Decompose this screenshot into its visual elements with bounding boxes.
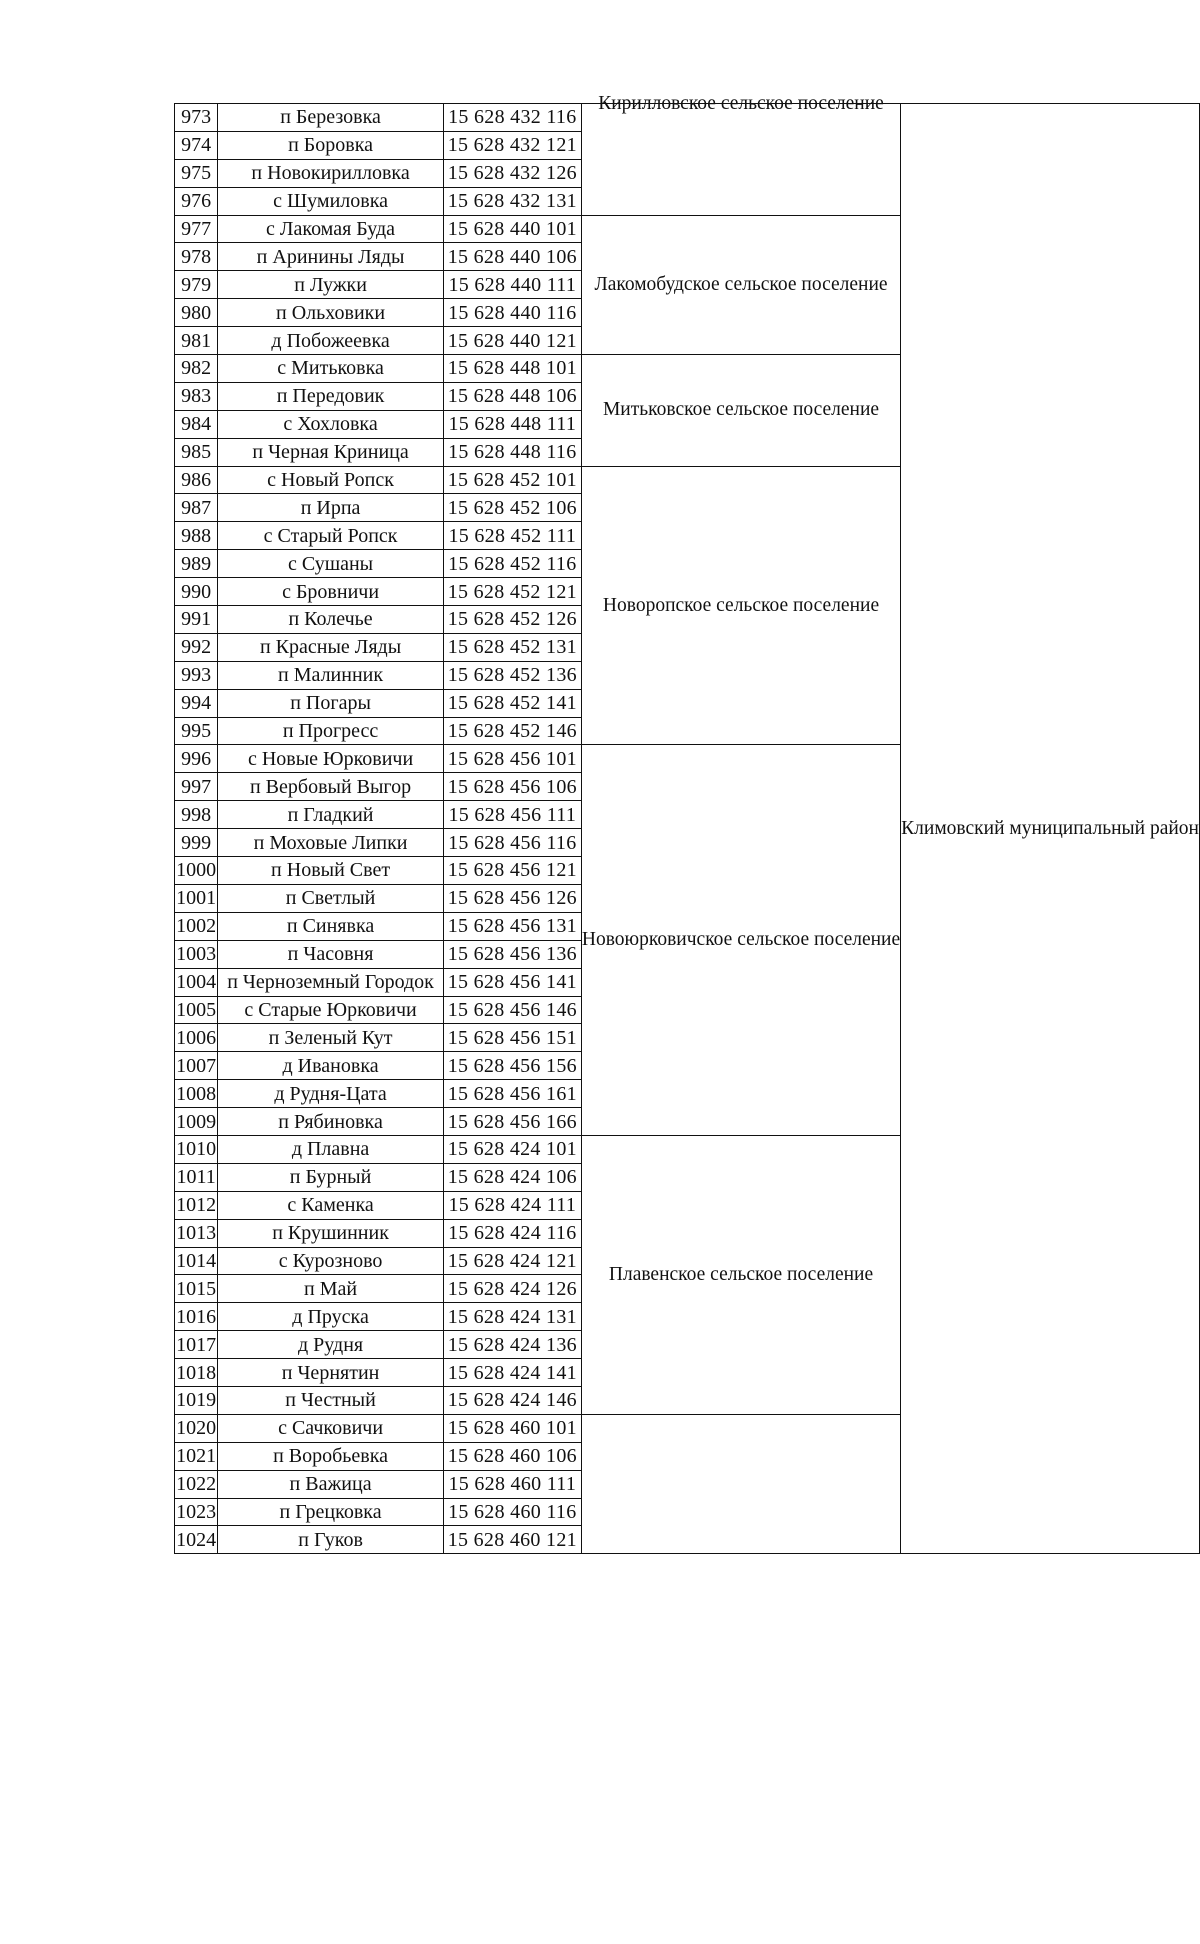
locality-name: д Рудня-Цата <box>218 1080 443 1108</box>
locality-name: п Погары <box>218 689 443 717</box>
oktmo-code: 15 628 432 116 <box>443 104 581 132</box>
row-number: 987 <box>175 494 218 522</box>
table-row <box>175 104 1200 132</box>
settlement-name: Митьковское сельское поселение <box>581 355 900 467</box>
locality-name: с Митьковка <box>218 355 443 383</box>
oktmo-code: 15 628 424 136 <box>443 1331 581 1359</box>
locality-name: с Лакомая Буда <box>218 215 443 243</box>
locality-name: п Черная Криница <box>218 438 443 466</box>
oktmo-code: 15 628 456 131 <box>443 912 581 940</box>
locality-name: с Сачковичи <box>218 1414 443 1442</box>
row-number: 1010 <box>175 1135 218 1163</box>
oktmo-code: 15 628 432 126 <box>443 159 581 187</box>
oktmo-code: 15 628 452 141 <box>443 689 581 717</box>
oktmo-code: 15 628 432 131 <box>443 187 581 215</box>
row-number: 1005 <box>175 996 218 1024</box>
oktmo-code: 15 628 440 116 <box>443 299 581 327</box>
oktmo-code: 15 628 424 101 <box>443 1135 581 1163</box>
locality-name: с Каменка <box>218 1191 443 1219</box>
oktmo-code: 15 628 424 111 <box>443 1191 581 1219</box>
row-number: 983 <box>175 382 218 410</box>
locality-name: п Аринины Ляды <box>218 243 443 271</box>
row-number: 999 <box>175 829 218 857</box>
locality-name: п Новокирилловка <box>218 159 443 187</box>
row-number: 993 <box>175 661 218 689</box>
locality-name: с Хохловка <box>218 410 443 438</box>
oktmo-code: 15 628 456 141 <box>443 968 581 996</box>
locality-name: п Светлый <box>218 884 443 912</box>
oktmo-code: 15 628 424 126 <box>443 1275 581 1303</box>
oktmo-code: 15 628 456 111 <box>443 801 581 829</box>
locality-name: п Синявка <box>218 912 443 940</box>
row-number: 988 <box>175 522 218 550</box>
row-number: 1007 <box>175 1052 218 1080</box>
oktmo-code: 15 628 440 111 <box>443 271 581 299</box>
row-number: 978 <box>175 243 218 271</box>
row-number: 1009 <box>175 1108 218 1136</box>
settlement-name: Новоропское сельское поселение <box>581 466 900 745</box>
district-name: Климовский муниципальный район <box>901 104 1200 1554</box>
locality-name: п Боровка <box>218 131 443 159</box>
locality-name: п Чернятин <box>218 1359 443 1387</box>
oktmo-code: 15 628 460 101 <box>443 1414 581 1442</box>
oktmo-code: 15 628 424 146 <box>443 1386 581 1414</box>
oktmo-code: 15 628 460 106 <box>443 1442 581 1470</box>
settlement-name <box>581 93 900 216</box>
locality-name: п Красные Ляды <box>218 633 443 661</box>
row-number: 991 <box>175 606 218 634</box>
locality-name: п Новый Свет <box>218 857 443 885</box>
row-number: 986 <box>175 466 218 494</box>
row-number: 1020 <box>175 1414 218 1442</box>
locality-name: п Зеленый Кут <box>218 1024 443 1052</box>
locality-name: п Рябиновка <box>218 1108 443 1136</box>
locality-name: с Новые Юрковичи <box>218 745 443 773</box>
locality-name: п Ольховики <box>218 299 443 327</box>
row-number: 1024 <box>175 1526 218 1554</box>
row-number: 1002 <box>175 912 218 940</box>
locality-name: п Май <box>218 1275 443 1303</box>
locality-name: с Старые Юрковичи <box>218 996 443 1024</box>
oktmo-code: 15 628 440 106 <box>443 243 581 271</box>
oktmo-code: 15 628 424 131 <box>443 1303 581 1331</box>
oktmo-code: 15 628 440 121 <box>443 327 581 355</box>
oktmo-code: 15 628 456 166 <box>443 1108 581 1136</box>
oktmo-code: 15 628 460 121 <box>443 1526 581 1554</box>
row-number: 1019 <box>175 1386 218 1414</box>
oktmo-code: 15 628 448 111 <box>443 410 581 438</box>
row-number: 1023 <box>175 1498 218 1526</box>
locality-name: п Часовня <box>218 940 443 968</box>
row-number: 1006 <box>175 1024 218 1052</box>
row-number: 1014 <box>175 1247 218 1275</box>
row-number: 982 <box>175 355 218 383</box>
row-number: 996 <box>175 745 218 773</box>
locality-name: с Новый Ропск <box>218 466 443 494</box>
oktmo-code: 15 628 448 116 <box>443 438 581 466</box>
row-number: 1018 <box>175 1359 218 1387</box>
row-number: 1017 <box>175 1331 218 1359</box>
locality-name: д Ивановка <box>218 1052 443 1080</box>
row-number: 994 <box>175 689 218 717</box>
row-number: 995 <box>175 717 218 745</box>
row-number: 1000 <box>175 857 218 885</box>
settlement-name: Плавенское сельское поселение <box>581 1135 900 1414</box>
row-number: 1011 <box>175 1163 218 1191</box>
oktmo-code: 15 628 456 161 <box>443 1080 581 1108</box>
locality-name: п Березовка <box>218 104 443 132</box>
locality-name: с Сушаны <box>218 550 443 578</box>
oktmo-code: 15 628 440 101 <box>443 215 581 243</box>
row-number: 979 <box>175 271 218 299</box>
oktmo-code: 15 628 456 121 <box>443 857 581 885</box>
locality-name: п Важица <box>218 1470 443 1498</box>
row-number: 989 <box>175 550 218 578</box>
row-number: 1012 <box>175 1191 218 1219</box>
oktmo-code: 15 628 424 106 <box>443 1163 581 1191</box>
oktmo-code: 15 628 432 121 <box>443 131 581 159</box>
locality-name: п Вербовый Выгор <box>218 773 443 801</box>
oktmo-code: 15 628 456 156 <box>443 1052 581 1080</box>
oktmo-code: 15 628 452 116 <box>443 550 581 578</box>
row-number: 974 <box>175 131 218 159</box>
locality-name: п Гуков <box>218 1526 443 1554</box>
oktmo-code: 15 628 452 121 <box>443 578 581 606</box>
row-number: 977 <box>175 215 218 243</box>
row-number: 992 <box>175 633 218 661</box>
settlement-name: Новоюрковичское сельское поселение <box>581 745 900 1135</box>
row-number: 1015 <box>175 1275 218 1303</box>
locality-name: п Передовик <box>218 382 443 410</box>
oktmo-code: 15 628 452 146 <box>443 717 581 745</box>
oktmo-code: 15 628 424 116 <box>443 1219 581 1247</box>
row-number: 1016 <box>175 1303 218 1331</box>
oktmo-code: 15 628 452 136 <box>443 661 581 689</box>
locality-name: п Воробьевка <box>218 1442 443 1470</box>
table-body <box>175 93 1200 1554</box>
oktmo-code: 15 628 448 101 <box>443 355 581 383</box>
oktmo-code: 15 628 452 106 <box>443 494 581 522</box>
row-number: 990 <box>175 578 218 606</box>
locality-name: д Рудня <box>218 1331 443 1359</box>
row-number: 997 <box>175 773 218 801</box>
locality-name: п Колечье <box>218 606 443 634</box>
locality-name: п Честный <box>218 1386 443 1414</box>
row-number: 1008 <box>175 1080 218 1108</box>
row-number: 985 <box>175 438 218 466</box>
oktmo-code: 15 628 424 141 <box>443 1359 581 1387</box>
settlement-name-cropped <box>582 93 900 211</box>
locality-name: п Малинник <box>218 661 443 689</box>
settlement-name <box>581 1414 900 1553</box>
locality-name: п Ирпа <box>218 494 443 522</box>
row-number: 1003 <box>175 940 218 968</box>
locality-name: с Старый Ропск <box>218 522 443 550</box>
oktmo-code: 15 628 448 106 <box>443 382 581 410</box>
row-number: 973 <box>175 104 218 132</box>
row-number: 975 <box>175 159 218 187</box>
oktmo-code: 15 628 456 106 <box>443 773 581 801</box>
locality-name: с Курозново <box>218 1247 443 1275</box>
locality-name: с Шумиловка <box>218 187 443 215</box>
locality-name: п Грецковка <box>218 1498 443 1526</box>
locality-name: п Моховые Липки <box>218 829 443 857</box>
oktmo-code: 15 628 456 101 <box>443 745 581 773</box>
row-number: 980 <box>175 299 218 327</box>
locality-name: д Побожеевка <box>218 327 443 355</box>
oktmo-code: 15 628 452 101 <box>443 466 581 494</box>
locality-name: п Гладкий <box>218 801 443 829</box>
oktmo-code: 15 628 452 111 <box>443 522 581 550</box>
row-number: 998 <box>175 801 218 829</box>
oktmo-code: 15 628 424 121 <box>443 1247 581 1275</box>
locality-name: с Бровничи <box>218 578 443 606</box>
row-number: 976 <box>175 187 218 215</box>
locality-name: п Бурный <box>218 1163 443 1191</box>
oktmo-code: 15 628 456 146 <box>443 996 581 1024</box>
row-number: 1013 <box>175 1219 218 1247</box>
row-number: 1021 <box>175 1442 218 1470</box>
locality-name: п Крушинник <box>218 1219 443 1247</box>
settlement-name-text: Кирилловское сельское поселение <box>598 93 884 114</box>
locality-name: п Лужки <box>218 271 443 299</box>
row-number: 1022 <box>175 1470 218 1498</box>
oktmo-code: 15 628 460 116 <box>443 1498 581 1526</box>
oktmo-code: 15 628 460 111 <box>443 1470 581 1498</box>
oktmo-code: 15 628 456 151 <box>443 1024 581 1052</box>
locality-name: п Прогресс <box>218 717 443 745</box>
locality-name: д Пруска <box>218 1303 443 1331</box>
oktmo-code: 15 628 456 116 <box>443 829 581 857</box>
row-number: 1004 <box>175 968 218 996</box>
locality-name: п Черноземный Городок <box>218 968 443 996</box>
oktmo-code: 15 628 452 126 <box>443 606 581 634</box>
locality-name: д Плавна <box>218 1135 443 1163</box>
oktmo-code: 15 628 456 136 <box>443 940 581 968</box>
settlements-table <box>174 93 1200 1554</box>
oktmo-code: 15 628 456 126 <box>443 884 581 912</box>
settlement-name: Лакомобудское сельское поселение <box>581 215 900 354</box>
oktmo-code: 15 628 452 131 <box>443 633 581 661</box>
row-number: 981 <box>175 327 218 355</box>
row-number: 984 <box>175 410 218 438</box>
row-number: 1001 <box>175 884 218 912</box>
